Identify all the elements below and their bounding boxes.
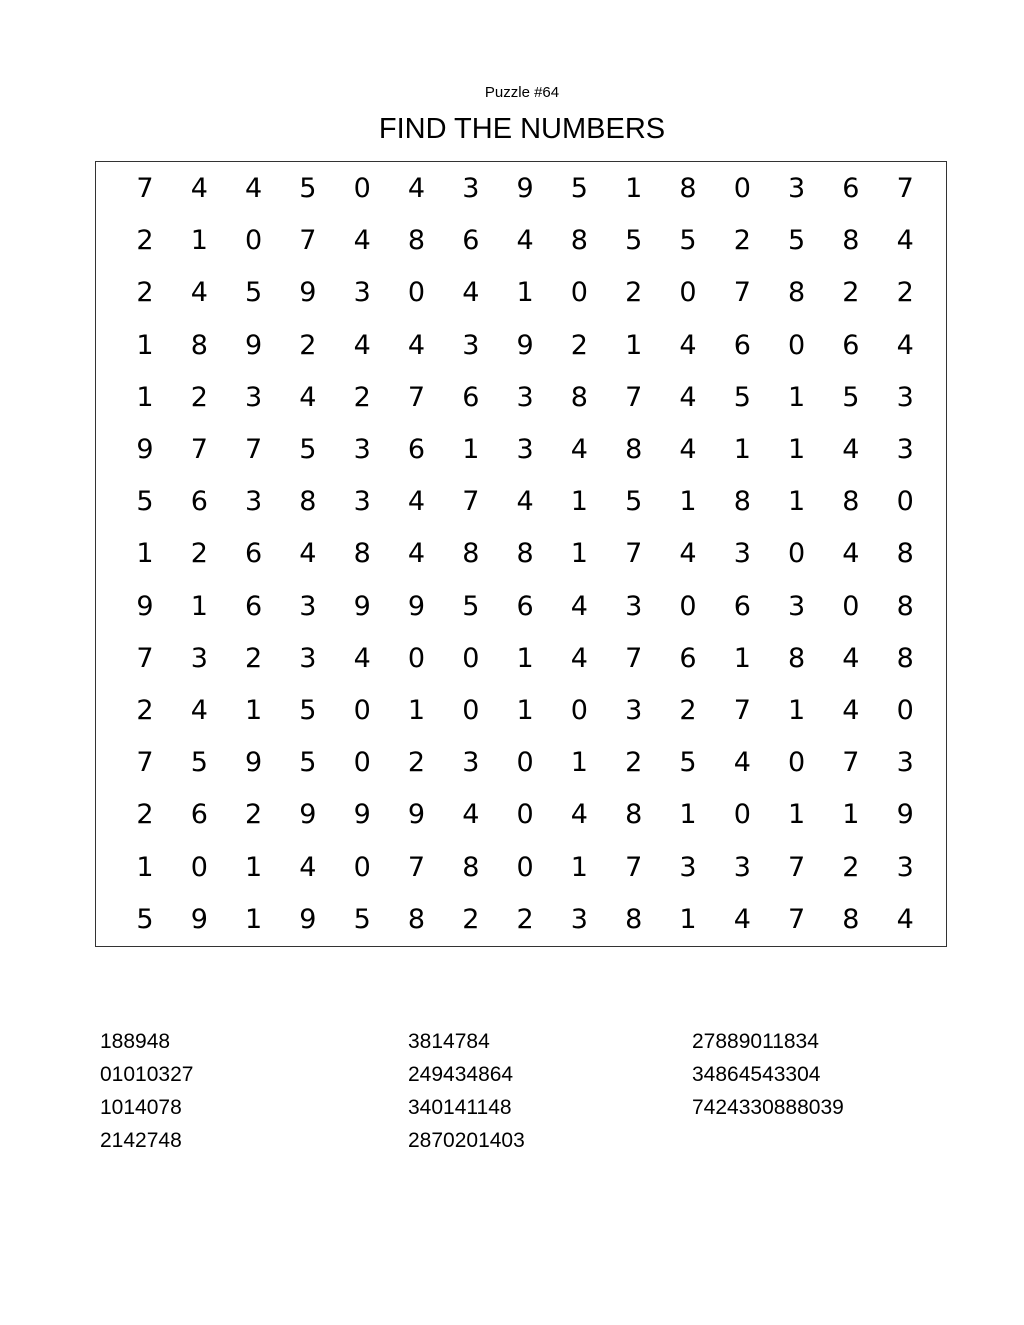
grid-cell[interactable]: 2	[462, 903, 480, 935]
grid-cell[interactable]: 2	[896, 277, 914, 309]
grid-cell[interactable]: 0	[788, 329, 806, 361]
grid-cell[interactable]: 0	[679, 277, 697, 309]
grid-cell[interactable]: 9	[299, 799, 317, 831]
grid-cell[interactable]: 0	[462, 695, 480, 726]
grid-cell[interactable]: 7	[896, 173, 914, 204]
word-list-item: 27889011834	[692, 1030, 819, 1053]
word-list-item: 249434864	[408, 1063, 514, 1086]
grid-cell[interactable]: 1	[407, 695, 426, 726]
grid-cell[interactable]: 4	[733, 747, 751, 779]
grid-cell[interactable]: 0	[516, 747, 534, 779]
grid-cell[interactable]: 2	[570, 329, 588, 361]
grid-cell[interactable]: 1	[570, 747, 588, 779]
grid-cell[interactable]: 4	[299, 381, 317, 413]
grid-cell[interactable]: 5	[136, 903, 154, 935]
grid-cell[interactable]: 7	[462, 486, 480, 518]
grid-cell[interactable]: 2	[625, 277, 643, 309]
grid-cell[interactable]: 2	[190, 381, 208, 413]
grid-cell[interactable]: 1	[733, 642, 751, 674]
grid-cell[interactable]: 4	[407, 486, 426, 518]
grid-cell[interactable]: 0	[842, 590, 860, 622]
grid-cell[interactable]: 5	[299, 434, 317, 465]
grid-cell[interactable]: 4	[299, 851, 317, 883]
grid-cell[interactable]: 2	[299, 329, 317, 361]
grid-cell[interactable]: 7	[190, 434, 208, 465]
grid-cell[interactable]: 1	[679, 903, 697, 935]
grid-cell[interactable]: 0	[733, 173, 751, 204]
puzzle-title: FIND THE NUMBERS	[378, 113, 666, 145]
grid-cell[interactable]: 2	[407, 747, 426, 779]
grid-cell[interactable]: 8	[190, 329, 208, 361]
grid-cell[interactable]: 8	[896, 590, 914, 622]
grid-cell[interactable]: 3	[462, 747, 480, 779]
grid-cell[interactable]: 4	[570, 799, 588, 831]
grid-cell[interactable]: 9	[407, 590, 426, 622]
grid-cell[interactable]: 1	[516, 277, 534, 309]
grid-cell[interactable]: 6	[842, 329, 860, 361]
grid-cell[interactable]: 7	[625, 851, 643, 883]
grid-cell[interactable]: 6	[733, 590, 751, 622]
grid-cell[interactable]: 7	[625, 538, 643, 570]
grid-cell[interactable]: 4	[896, 903, 914, 935]
grid-cell[interactable]: 5	[842, 381, 860, 413]
grid-cell[interactable]: 9	[245, 329, 263, 361]
grid-cell[interactable]: 6	[190, 799, 208, 831]
grid-cell[interactable]: 2	[842, 851, 860, 883]
grid-cell[interactable]: 7	[136, 173, 154, 204]
grid-cell[interactable]: 3	[896, 747, 914, 779]
grid-cell[interactable]: 4	[462, 799, 480, 831]
grid-cell[interactable]: 0	[516, 851, 534, 883]
grid-cell[interactable]: 4	[190, 277, 208, 309]
grid-cell[interactable]: 4	[570, 590, 588, 622]
grid-cell[interactable]: 4	[842, 695, 860, 726]
grid-cell[interactable]: 1	[245, 695, 263, 726]
word-list-item: 340141148	[408, 1096, 512, 1119]
grid-cell[interactable]: 6	[407, 434, 426, 465]
grid-cell[interactable]: 2	[516, 903, 534, 935]
grid-cell[interactable]: 3	[625, 695, 643, 726]
grid-cell[interactable]: 3	[733, 538, 751, 570]
grid-cell[interactable]: 2	[625, 747, 643, 779]
grid-cell[interactable]: 5	[299, 173, 317, 204]
grid-cell[interactable]: 1	[625, 329, 643, 361]
grid-cell[interactable]: 3	[353, 486, 371, 518]
grid-cell[interactable]: 7	[299, 225, 317, 257]
grid-cell[interactable]: 9	[245, 747, 263, 779]
grid-cell[interactable]: 4	[353, 642, 371, 674]
grid-cell[interactable]: 4	[190, 173, 208, 204]
grid-cell[interactable]: 0	[733, 799, 751, 831]
grid-cell[interactable]: 4	[299, 538, 317, 570]
grid-cell[interactable]: 9	[299, 277, 317, 309]
grid-cell[interactable]: 1	[679, 486, 697, 518]
grid-cell[interactable]: 1	[788, 434, 806, 465]
grid-cell[interactable]: 9	[516, 329, 534, 361]
grid-cell[interactable]: 1	[788, 381, 806, 413]
number-search-grid	[95, 161, 947, 947]
grid-cell[interactable]: 4	[842, 538, 860, 570]
grid-cell[interactable]: 8	[842, 903, 860, 935]
grid-cell[interactable]: 5	[245, 277, 263, 309]
puzzle-number-label: Puzzle #64	[484, 84, 560, 101]
grid-cell[interactable]: 3	[245, 486, 263, 518]
grid-cell[interactable]: 0	[353, 695, 371, 726]
grid-cell[interactable]: 6	[516, 590, 534, 622]
grid-cell[interactable]: 8	[407, 903, 426, 935]
grid-cell[interactable]: 0	[570, 277, 588, 309]
grid-cell[interactable]: 2	[136, 799, 154, 831]
grid-cell[interactable]: 3	[896, 434, 914, 465]
grid-cell[interactable]: 7	[136, 747, 154, 779]
grid-cell[interactable]: 1	[136, 538, 154, 570]
grid-cell[interactable]: 7	[136, 642, 154, 674]
grid-cell[interactable]: 8	[896, 538, 914, 570]
grid-cell[interactable]: 7	[407, 381, 426, 413]
grid-cell[interactable]: 8	[842, 225, 860, 257]
word-list-item: 3814784	[408, 1030, 490, 1053]
grid-cell[interactable]: 4	[842, 642, 860, 674]
grid-cell[interactable]: 5	[462, 590, 480, 622]
grid-cell[interactable]: 5	[353, 903, 371, 935]
grid-cell[interactable]: 9	[407, 799, 426, 831]
word-list-item: 188948	[100, 1030, 171, 1053]
grid-cell[interactable]: 7	[625, 642, 643, 674]
grid-cell[interactable]: 4	[679, 329, 697, 361]
grid-cell[interactable]: 4	[679, 434, 697, 465]
grid-cell[interactable]: 9	[353, 590, 371, 622]
grid-cell[interactable]: 8	[788, 277, 806, 309]
grid-cell[interactable]: 5	[625, 486, 643, 518]
grid-cell[interactable]: 0	[570, 695, 588, 726]
grid-cell[interactable]: 4	[679, 538, 697, 570]
word-list-item: 34864543304	[692, 1063, 821, 1086]
grid-cell[interactable]: 3	[353, 277, 371, 309]
word-list-item: 2142748	[100, 1129, 182, 1152]
grid-cell[interactable]: 1	[788, 799, 806, 831]
grid-cell[interactable]: 1	[570, 851, 588, 883]
grid-cell[interactable]: 1	[516, 642, 534, 674]
grid-cell[interactable]: 8	[570, 225, 588, 257]
grid-cell[interactable]: 1	[190, 590, 208, 622]
grid-cell[interactable]: 1	[136, 329, 154, 361]
grid-cell[interactable]: 3	[299, 590, 317, 622]
grid-cell[interactable]: 6	[733, 329, 751, 361]
grid-cell[interactable]: 1	[842, 799, 860, 831]
grid-cell[interactable]: 1	[679, 799, 697, 831]
grid-cell[interactable]: 2	[136, 277, 154, 309]
grid-cell[interactable]: 0	[679, 590, 697, 622]
grid-cell[interactable]: 6	[462, 381, 480, 413]
grid-cell[interactable]: 4	[570, 434, 588, 465]
grid-cell[interactable]: 0	[407, 642, 426, 674]
grid-cell[interactable]: 1	[570, 538, 588, 570]
grid-cell[interactable]: 3	[896, 381, 914, 413]
grid-cell[interactable]: 6	[245, 590, 263, 622]
grid-cell[interactable]: 5	[136, 486, 154, 518]
grid-cell[interactable]: 1	[733, 434, 751, 465]
grid-cell[interactable]: 3	[570, 903, 588, 935]
grid-cell[interactable]: 5	[190, 747, 208, 779]
word-list-column-2	[408, 1028, 525, 1160]
grid-cell[interactable]: 0	[788, 747, 806, 779]
grid-cell[interactable]: 3	[245, 381, 263, 413]
grid-cell[interactable]: 7	[788, 903, 806, 935]
grid-cell[interactable]: 5	[733, 381, 751, 413]
grid-cell[interactable]: 8	[625, 799, 643, 831]
grid-cell[interactable]: 8	[625, 434, 643, 465]
grid-cell[interactable]: 0	[245, 225, 263, 257]
grid-cell[interactable]: 3	[896, 851, 914, 883]
grid-cell[interactable]: 8	[625, 903, 643, 935]
grid-cell[interactable]: 8	[407, 225, 426, 257]
grid-cell[interactable]: 5	[299, 695, 317, 726]
grid-cell[interactable]: 0	[353, 173, 371, 204]
grid-cell[interactable]: 4	[353, 225, 371, 257]
word-list-item: 01010327	[100, 1063, 194, 1086]
grid-cell[interactable]: 8	[570, 381, 588, 413]
grid-cell[interactable]: 1	[788, 695, 806, 726]
grid-cell[interactable]: 7	[842, 747, 860, 779]
grid-cell[interactable]: 9	[299, 903, 317, 935]
grid-cell[interactable]: 2	[245, 799, 263, 831]
word-list-column-3	[692, 1028, 844, 1127]
grid-cell[interactable]: 1	[462, 434, 480, 465]
grid-cell[interactable]: 5	[625, 225, 643, 257]
grid-cell[interactable]: 4	[679, 381, 697, 413]
grid-cell[interactable]: 5	[679, 747, 697, 779]
grid-cell[interactable]: 3	[679, 851, 697, 883]
grid-cell[interactable]: 3	[625, 590, 643, 622]
grid-cell[interactable]: 0	[788, 538, 806, 570]
grid-cell[interactable]: 7	[625, 381, 643, 413]
grid-cell[interactable]: 1	[245, 851, 263, 883]
grid-cell[interactable]: 8	[462, 851, 480, 883]
grid-cell[interactable]: 2	[679, 695, 697, 726]
grid-cell[interactable]: 0	[896, 695, 914, 726]
grid-cell[interactable]: 0	[190, 851, 208, 883]
grid-cell[interactable]: 4	[733, 903, 751, 935]
grid-row	[96, 903, 946, 972]
grid-cell[interactable]: 4	[896, 329, 914, 361]
grid-cell[interactable]: 3	[353, 434, 371, 465]
grid-cell[interactable]: 2	[245, 642, 263, 674]
grid-cell[interactable]: 1	[625, 173, 643, 204]
grid-cell[interactable]: 9	[190, 903, 208, 935]
grid-cell[interactable]: 3	[299, 642, 317, 674]
grid-cell[interactable]: 4	[407, 173, 426, 204]
grid-cell[interactable]: 6	[462, 225, 480, 257]
grid-cell[interactable]: 8	[299, 486, 317, 518]
grid-cell[interactable]: 2	[190, 538, 208, 570]
grid-cell[interactable]: 4	[190, 695, 208, 726]
grid-cell[interactable]: 7	[245, 434, 263, 465]
grid-cell[interactable]: 7	[407, 851, 426, 883]
grid-cell[interactable]: 9	[136, 434, 154, 465]
grid-cell[interactable]: 4	[570, 642, 588, 674]
grid-cell[interactable]: 3	[516, 381, 534, 413]
grid-cell[interactable]: 7	[733, 277, 751, 309]
grid-cell[interactable]: 4	[407, 538, 426, 570]
grid-cell[interactable]: 3	[190, 642, 208, 674]
grid-cell[interactable]: 4	[516, 225, 534, 257]
word-list-item: 2870201403	[408, 1129, 525, 1152]
grid-cell[interactable]: 8	[788, 642, 806, 674]
grid-cell[interactable]: 5	[788, 225, 806, 257]
grid-cell[interactable]: 5	[570, 173, 588, 204]
grid-cell[interactable]: 8	[462, 538, 480, 570]
grid-cell[interactable]: 6	[245, 538, 263, 570]
grid-cell[interactable]: 9	[353, 799, 371, 831]
grid-cell[interactable]: 5	[679, 225, 697, 257]
grid-cell[interactable]: 4	[842, 434, 860, 465]
grid-cell[interactable]: 2	[136, 695, 154, 726]
grid-cell[interactable]: 8	[679, 173, 697, 204]
grid-cell[interactable]: 0	[353, 851, 371, 883]
grid-cell[interactable]: 8	[353, 538, 371, 570]
grid-cell[interactable]: 0	[896, 486, 914, 518]
grid-cell[interactable]: 3	[462, 173, 480, 204]
grid-cell[interactable]: 8	[516, 538, 534, 570]
grid-cell[interactable]: 4	[462, 277, 480, 309]
grid-cell[interactable]: 8	[733, 486, 751, 518]
grid-cell[interactable]: 2	[842, 277, 860, 309]
grid-cell[interactable]: 3	[788, 173, 806, 204]
grid-cell[interactable]: 3	[462, 329, 480, 361]
grid-cell[interactable]: 9	[896, 799, 914, 831]
grid-cell[interactable]: 0	[407, 277, 426, 309]
grid-cell[interactable]: 1	[516, 695, 534, 726]
grid-cell[interactable]: 4	[516, 486, 534, 518]
grid-cell[interactable]: 1	[788, 486, 806, 518]
grid-cell[interactable]: 6	[679, 642, 697, 674]
grid-cell[interactable]: 3	[516, 434, 534, 465]
grid-cell[interactable]: 8	[896, 642, 914, 674]
grid-cell[interactable]: 2	[353, 381, 371, 413]
grid-cell[interactable]: 2	[136, 225, 154, 257]
grid-cell[interactable]: 0	[462, 642, 480, 674]
grid-cell[interactable]: 8	[842, 486, 860, 518]
grid-cell[interactable]: 7	[788, 851, 806, 883]
grid-cell[interactable]: 9	[516, 173, 534, 204]
grid-cell[interactable]: 4	[896, 225, 914, 257]
word-list-item: 1014078	[100, 1096, 182, 1119]
grid-cell[interactable]: 1	[570, 486, 588, 518]
grid-cell[interactable]: 6	[190, 486, 208, 518]
grid-cell[interactable]: 4	[245, 173, 263, 204]
grid-cell[interactable]: 9	[136, 590, 154, 622]
grid-cell[interactable]: 6	[842, 173, 860, 204]
grid-cell[interactable]: 3	[788, 590, 806, 622]
grid-cell[interactable]: 1	[136, 851, 154, 883]
word-list-column-1	[100, 1028, 193, 1160]
grid-cell[interactable]: 1	[190, 225, 208, 257]
grid-cell[interactable]: 2	[733, 225, 751, 257]
grid-cell[interactable]: 1	[245, 903, 263, 935]
grid-cell[interactable]: 3	[733, 851, 751, 883]
grid-cell[interactable]: 1	[136, 381, 154, 413]
word-list-item: 7424330888039	[692, 1096, 844, 1119]
grid-cell[interactable]: 5	[299, 747, 317, 779]
grid-cell[interactable]: 0	[516, 799, 534, 831]
grid-cell[interactable]: 4	[353, 329, 371, 361]
grid-cell[interactable]: 4	[407, 329, 426, 361]
grid-cell[interactable]: 0	[353, 747, 371, 779]
grid-cell[interactable]: 7	[733, 695, 751, 726]
